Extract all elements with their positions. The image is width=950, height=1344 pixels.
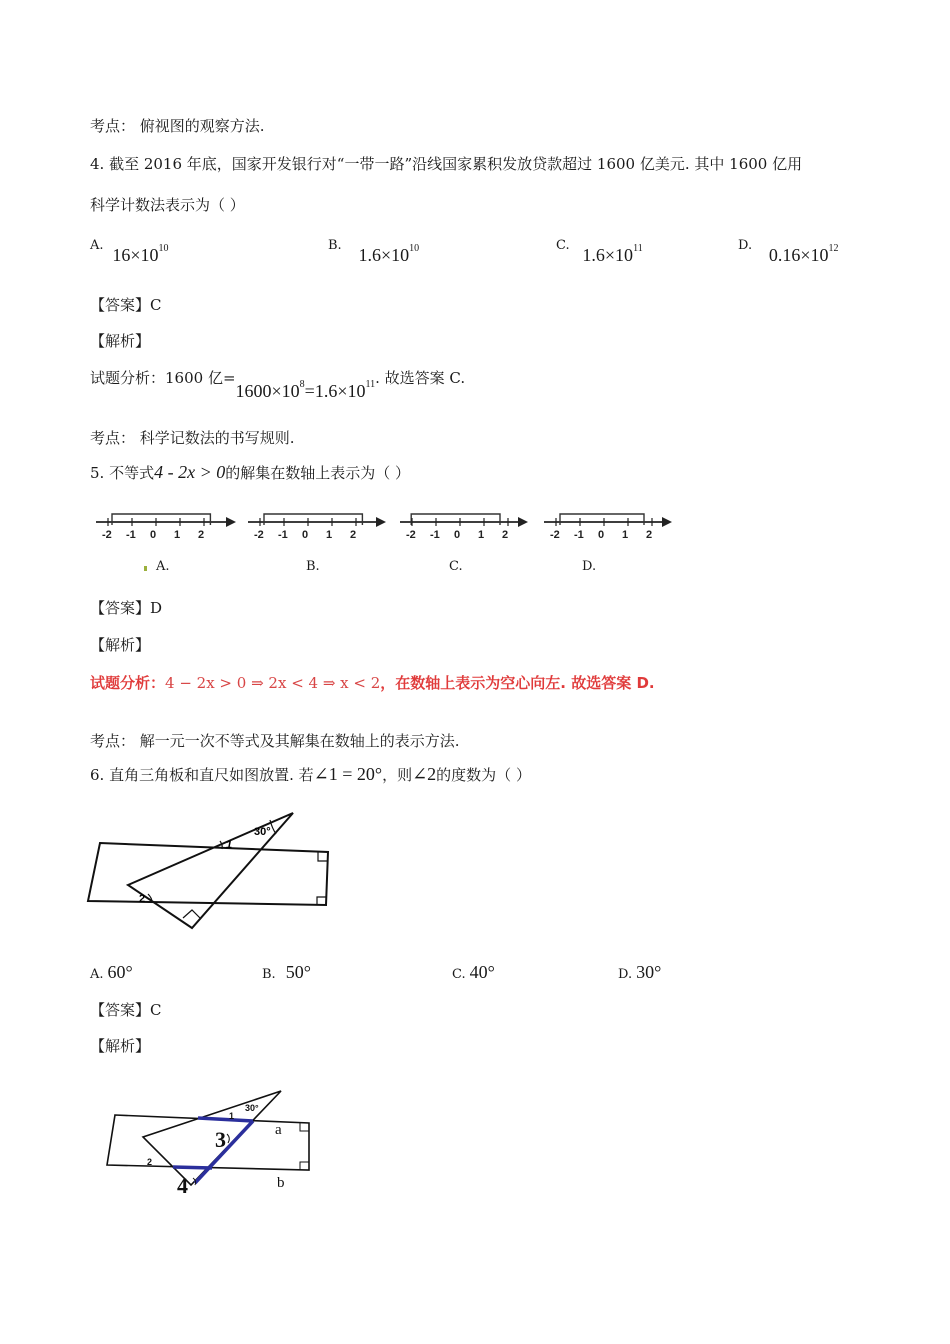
q5-option-c-label: C.: [449, 559, 463, 574]
q6-option-c: C. 40°: [452, 962, 495, 982]
axis-arrow: [226, 517, 236, 527]
solution-label-3: 3: [215, 1127, 226, 1152]
q5-number-lines: [88, 502, 688, 552]
q4-kaodian: 考点： 科学记数法的书写规则.: [90, 429, 295, 447]
label-angle-1: 1: [226, 839, 233, 851]
q5-analysis-heading: 【解析】: [90, 636, 151, 654]
q4-analysis-heading: 【解析】: [90, 332, 151, 350]
tick-label: 2: [646, 529, 653, 541]
q5-stem: 5. 不等式4 - 2x > 0的解集在数轴上表示为（ ）: [90, 462, 411, 482]
tick-label: -2: [406, 529, 416, 541]
q6-solution-figure: [95, 1085, 335, 1200]
q4-option-c: C. $1.6\times 10^{11}$: [556, 238, 643, 265]
solution-label-angle-30: 30°: [245, 1103, 259, 1113]
solution-bracket: [264, 514, 362, 525]
q5-answer: 【答案】D: [90, 599, 163, 617]
solution-label-b: b: [277, 1175, 285, 1191]
q6-option-b: B. 50°: [262, 962, 311, 982]
q4-option-a: A. $16\times 10^{10}$: [90, 238, 169, 265]
tick-label: -1: [278, 529, 288, 541]
tick-label: 0: [302, 529, 309, 541]
solution-bracket: [560, 514, 644, 525]
number-line-option-d: [544, 514, 672, 541]
q6-figure: [80, 805, 350, 935]
q5-option-d-label: D.: [582, 559, 597, 574]
number-line-option-c: [400, 514, 528, 541]
label-angle-2: 2: [139, 893, 146, 905]
tick-label: 2: [350, 529, 357, 541]
q5-option-b-label: B.: [306, 559, 320, 574]
q6-option-d: D. 30°: [618, 962, 662, 982]
tick-label: 0: [598, 529, 605, 541]
tick-label: 1: [622, 529, 629, 541]
q3-kaodian: 考点： 俯视图的观察方法.: [90, 117, 265, 135]
label-angle-30: 30°: [254, 826, 271, 838]
q5-option-a-label: A.: [156, 559, 170, 574]
tick-label: 2: [502, 529, 509, 541]
tick-label: -1: [430, 529, 440, 541]
number-line-option-b: [248, 514, 386, 541]
axis-arrow: [518, 517, 528, 527]
tick-label: -1: [126, 529, 136, 541]
tick-label: -2: [254, 529, 264, 541]
q4-option-b: B. $1.6\times 10^{10}$: [328, 238, 420, 265]
solution-label-a: a: [275, 1122, 282, 1138]
solution-bracket: [112, 514, 210, 525]
tick-label: -2: [550, 529, 560, 541]
tick-label: 1: [174, 529, 181, 541]
q6-option-a: A. 60°: [90, 962, 133, 982]
q6-answer: 【答案】C: [90, 1001, 162, 1019]
solution-label-4: 4: [177, 1173, 188, 1198]
q4-analysis: 试题分析：1600 亿$=1600\times 10^8=1.6\times 10^{11}$. 故选答案 C.: [90, 369, 466, 401]
q6-analysis-heading: 【解析】: [90, 1037, 151, 1055]
solution-label-angle-2: 2: [147, 1157, 153, 1167]
axis-arrow: [662, 517, 672, 527]
axis-arrow: [376, 517, 386, 527]
q6-stem: 6. 直角三角板和直尺如图放置. 若∠1 = 20°，则∠2的度数为（ ）: [90, 764, 531, 784]
tick-label: 1: [478, 529, 485, 541]
right-angle-mark: [183, 910, 201, 919]
number-line-option-a: [96, 514, 236, 541]
q4-option-d: D. $0.16\times 10^{12}$: [738, 238, 839, 265]
q5-kaodian: 考点： 解一元一次不等式及其解集在数轴上的表示方法.: [90, 732, 460, 750]
ruler-shape: [88, 843, 328, 905]
tick-label: -1: [574, 529, 584, 541]
tick-label: 2: [198, 529, 205, 541]
ruler-corner-mark-bottom: [317, 897, 326, 905]
q4-stem-line1: 4. 截至 2016 年底，国家开发银行对“一带一路”沿线国家累积发放贷款超过 1600 亿美元. 其中 1600 亿用: [90, 155, 803, 173]
q4-stem-line2: 科学计数法表示为（ ）: [90, 196, 245, 214]
tick-label: 0: [454, 529, 461, 541]
tick-label: 1: [326, 529, 333, 541]
solution-ruler-corner-bottom: [300, 1162, 309, 1170]
q4-answer: 【答案】C: [90, 296, 162, 314]
ruler-corner-mark-top: [318, 852, 328, 861]
solution-angle-3-arc: [227, 1134, 229, 1143]
tick-label: 0: [150, 529, 157, 541]
solution-ruler-corner-top: [300, 1123, 309, 1131]
solution-label-angle-1: 1: [229, 1111, 235, 1121]
solution-bracket: [411, 514, 500, 525]
q5-marker-dot: [144, 566, 147, 571]
tick-label: -2: [102, 529, 112, 541]
q5-analysis: 试题分析：4 − 2x > 0 ⇒ 2x < 4 ⇒ x < 2，在数轴上表示为空心向左. 故选答案 D.: [90, 674, 655, 692]
solution-triangle-shape: [143, 1091, 281, 1185]
